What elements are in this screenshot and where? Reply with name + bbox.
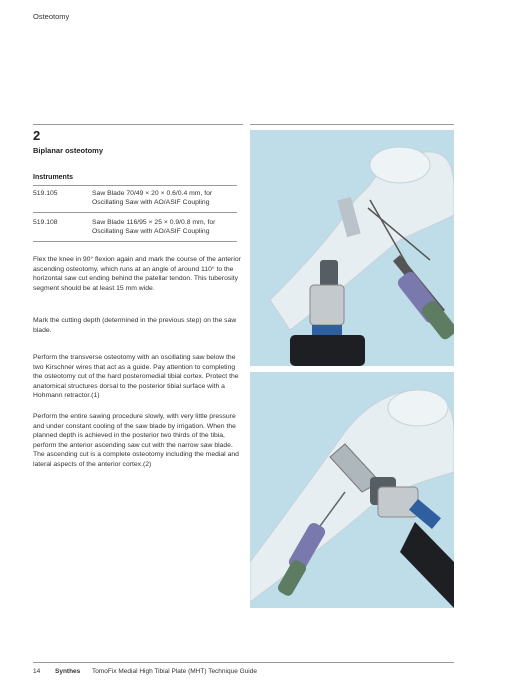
paragraph xyxy=(33,412,243,470)
instrument-description: Saw Blade 116/95 × 25 × 0.9/0.8 mm, for Oscillating Saw with AO/ASIF Coupling xyxy=(92,219,216,236)
paragraph xyxy=(33,316,243,335)
figure-1-illustration xyxy=(250,130,454,366)
paragraph xyxy=(33,353,243,401)
instrument-code: 519.108 xyxy=(33,219,58,226)
saw-procedure-illustration xyxy=(250,130,454,366)
figure-2-illustration xyxy=(250,372,454,608)
running-header: Osteotomy xyxy=(33,12,70,21)
paragraph-text: Mark the cutting depth (determined in the previous step) on the saw blade. xyxy=(33,317,237,334)
footer-rule xyxy=(33,662,454,663)
instruments-label: Instruments xyxy=(33,174,74,181)
section-divider-left xyxy=(33,124,243,125)
instruments-rule-top xyxy=(33,185,237,186)
page-number: 14 xyxy=(33,668,41,675)
footer-document-title: TomoFix Medial High Tibial Plate (MHT) Technique Guide xyxy=(92,668,257,675)
instrument-code: 519.105 xyxy=(33,190,58,197)
paragraph xyxy=(33,255,243,293)
section-divider-right xyxy=(250,124,454,125)
footer-brand: Synthes xyxy=(55,668,81,675)
instruments-rule-bottom xyxy=(33,241,237,242)
section-title: Biplanar osteotomy xyxy=(33,146,104,155)
paragraph-text: Perform the transverse osteotomy with an oscillating saw below the two Kirschner wires that act as a guide. Pay attention to completing the osteotomy cut of the hard posteromedial tibial cortex. Protect the anatomical structures dorsal to the posterior tibial surface with a Hohmann retractor.(1) xyxy=(33,354,239,400)
paragraph-text: Perform the entire sawing procedure slowly, with very little pressure and under constant cooling of the saw blade by irrigation. When the planned depth is achieved in the posterior two thirds of the tibia, perform the anterior ascending saw cut with the narrow saw blade. The ascending cut is a complete osteotomy including the medial and lateral aspects of the anterior cortex.(2) xyxy=(33,413,239,468)
section-number: 2 xyxy=(33,128,41,143)
saw-procedure-illustration xyxy=(250,372,454,608)
instruments-rule-mid xyxy=(33,212,237,213)
paragraph-text: Flex the knee in 90° flexion again and mark the course of the anterior ascending osteotomy, which runs at an angle of around 110° to the horizontal saw cut ending behind the patellar tendon. This tuberosity segment should be at least 15 mm wide. xyxy=(33,256,241,292)
instrument-description: Saw Blade 70/49 × 20 × 0.6/0.4 mm, for Oscillating Saw with AO/ASIF Coupling xyxy=(92,190,213,207)
